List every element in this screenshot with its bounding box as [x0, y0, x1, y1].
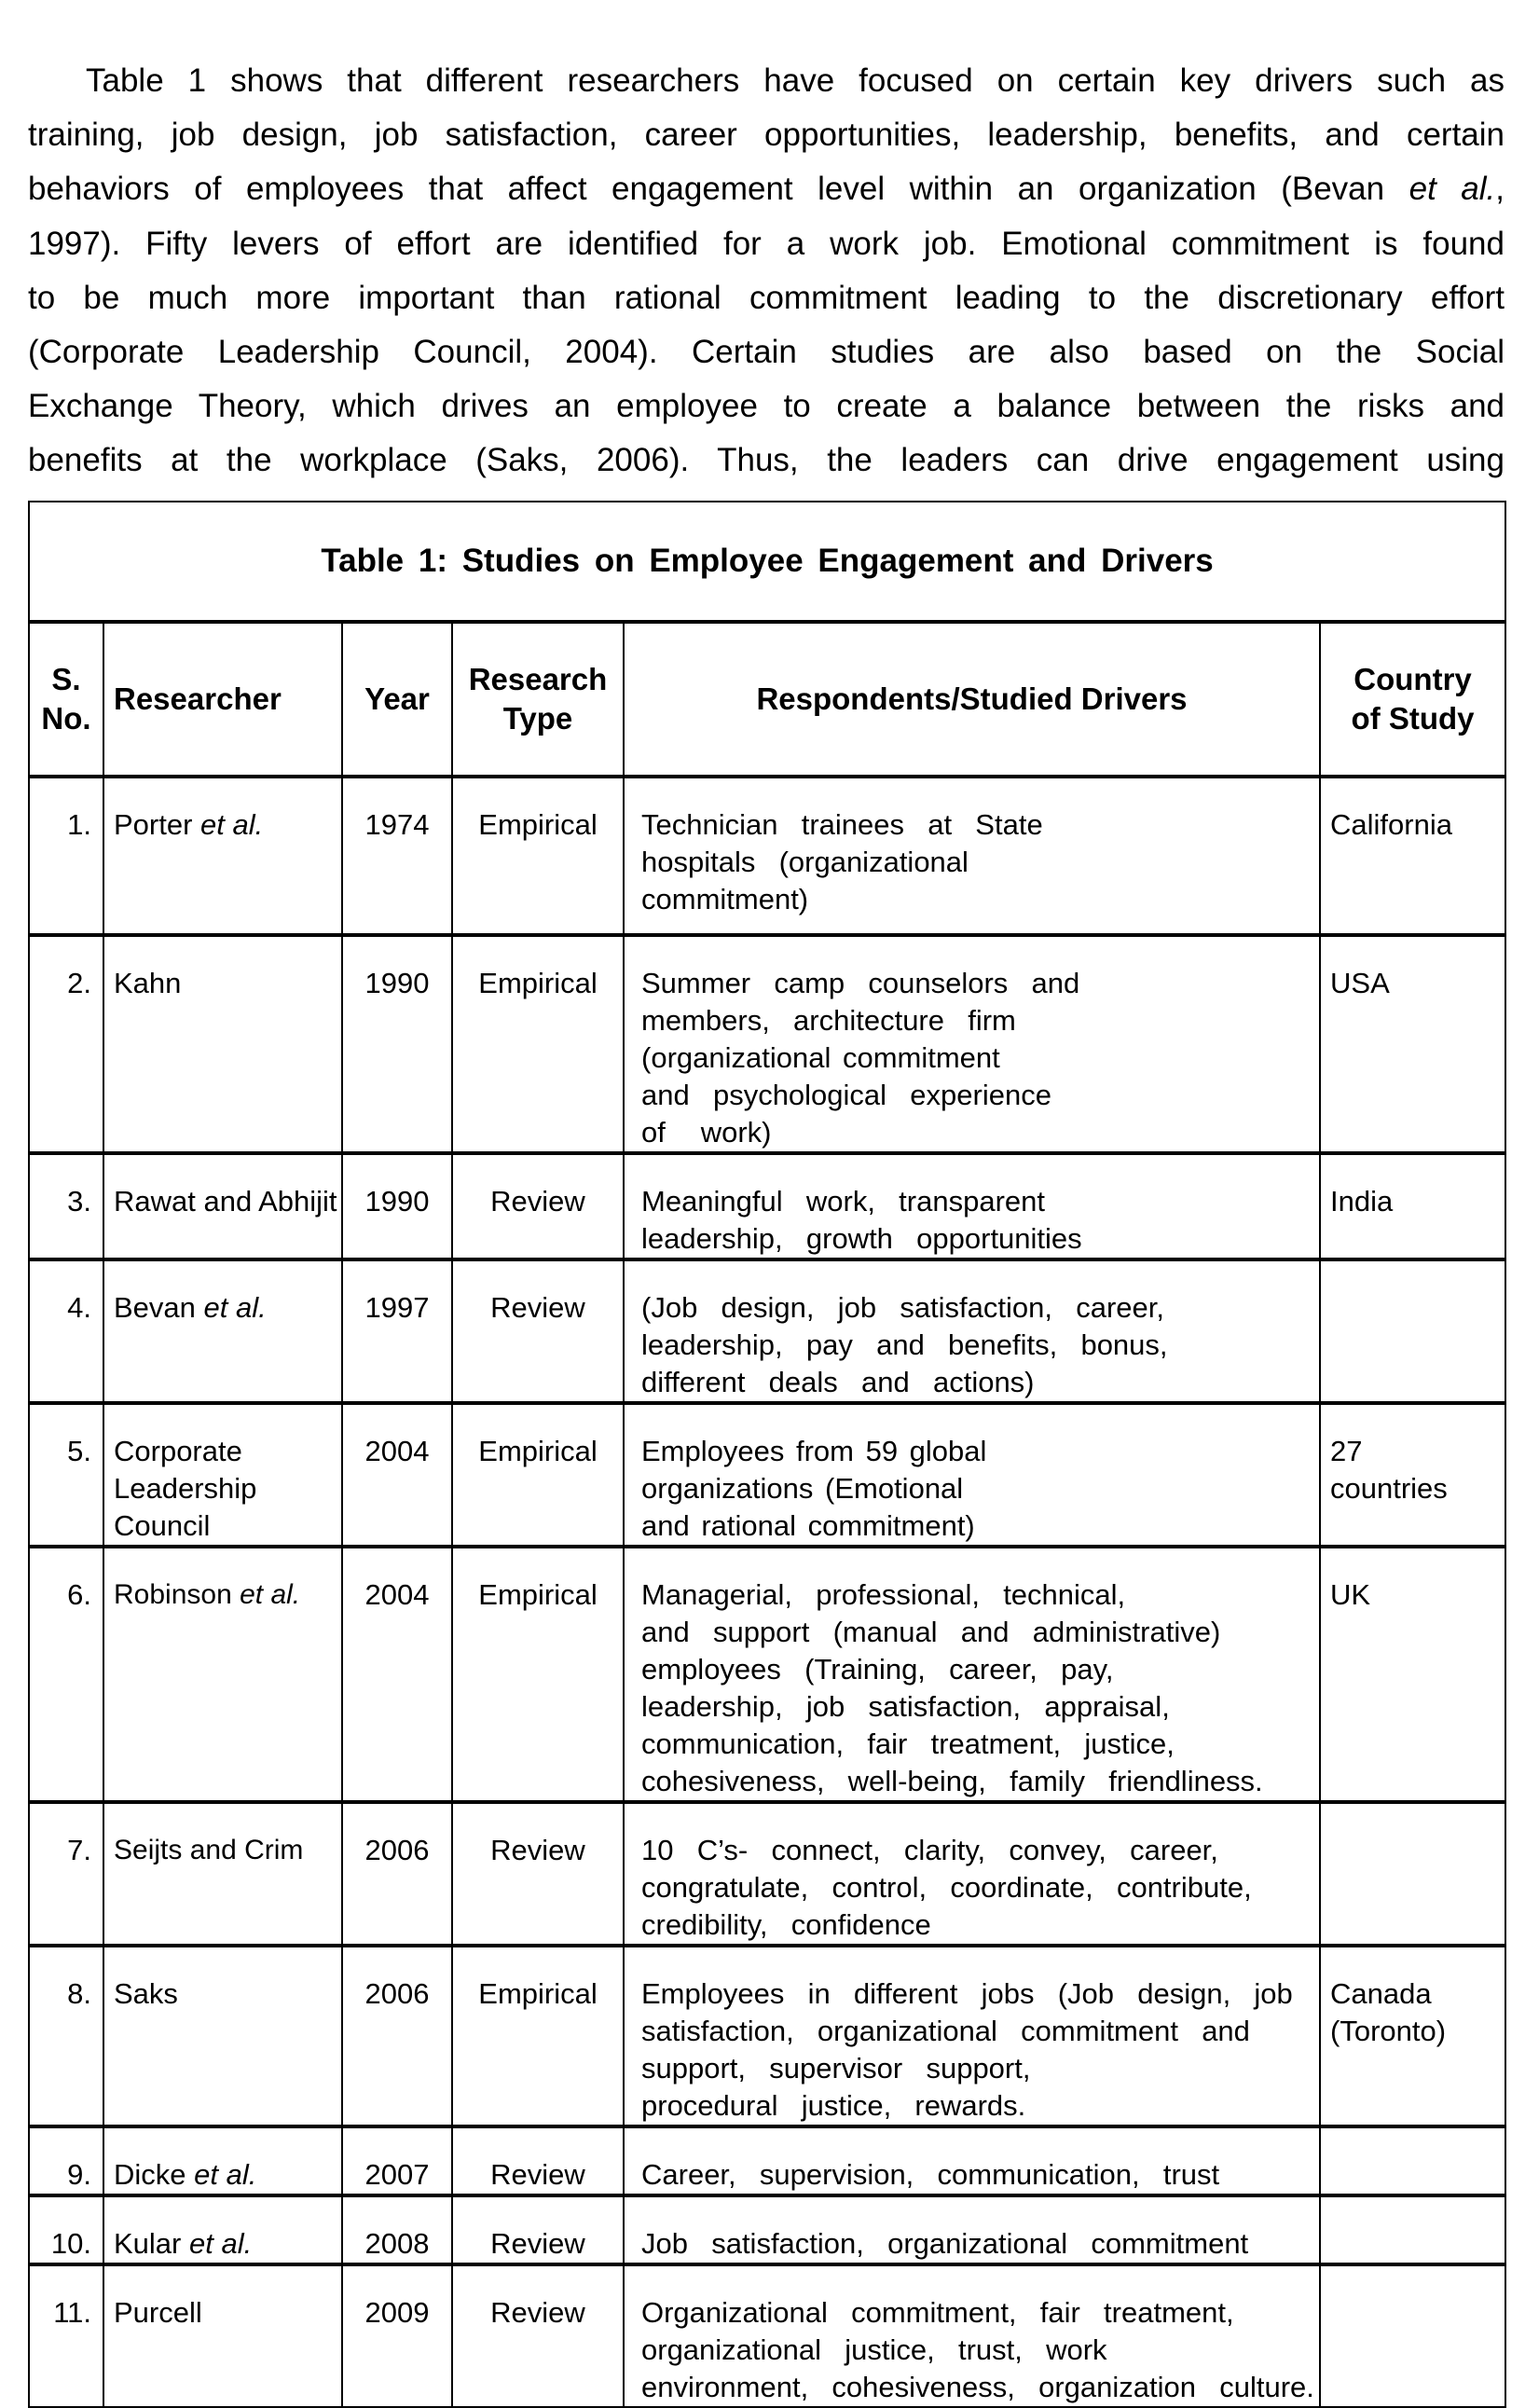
cell-country — [1320, 2126, 1505, 2195]
cell-country — [1320, 2264, 1505, 2407]
table-row — [29, 935, 1505, 1153]
header-sno — [29, 622, 103, 777]
table-row — [29, 2264, 1505, 2407]
driver-line: cohesiveness, well-being, family friendliness. — [641, 1765, 1263, 1797]
driver-line: (Job design, job satisfaction, career, — [641, 1291, 1164, 1324]
cell-researcher — [103, 2195, 342, 2264]
cell-researcher — [103, 2126, 342, 2195]
driver-line: Organizational commitment, fair treatment, — [641, 2296, 1234, 2329]
country-line: 27 — [1330, 1435, 1363, 1467]
driver-line: and psychological experience — [641, 1079, 1051, 1111]
studies-table — [28, 501, 1506, 2408]
cell-drivers — [624, 1403, 1320, 1547]
cell-drivers — [624, 1547, 1320, 1802]
cell-year: 1990 — [342, 935, 452, 1153]
researcher-name: Kahn — [114, 967, 182, 999]
researcher-etal: et al. — [188, 2227, 253, 2260]
cell-country — [1320, 1802, 1505, 1946]
cell-sno: 8. — [29, 1946, 103, 2126]
cell-drivers — [624, 935, 1320, 1153]
driver-line: leadership, pay and benefits, bonus, — [641, 1328, 1168, 1361]
driver-line: of work) — [641, 1116, 772, 1149]
cell-research-type: Review — [452, 1153, 624, 1259]
cell-country — [1320, 935, 1505, 1153]
researcher-etal: et al. — [194, 2158, 257, 2191]
country-line: (Toronto) — [1330, 2015, 1447, 2047]
cell-research-type: Review — [452, 2126, 624, 2195]
driver-line: leadership, growth opportunities — [641, 1222, 1082, 1255]
cell-researcher — [103, 1403, 342, 1547]
cell-researcher — [103, 935, 342, 1153]
driver-line: procedural justice, rewards. — [641, 2089, 1026, 2122]
driver-line: Career, supervision, communication, trust — [641, 2158, 1220, 2191]
driver-line: employees (Training, career, pay, — [641, 1653, 1114, 1686]
header-country — [1320, 622, 1505, 777]
cell-drivers — [624, 2264, 1320, 2407]
driver-line: hospitals (organizational — [641, 846, 969, 878]
cell-researcher — [103, 777, 342, 935]
cell-sno: 9. — [29, 2126, 103, 2195]
cell-sno: 4. — [29, 1259, 103, 1403]
driver-line: different deals and actions) — [641, 1366, 1035, 1398]
header-country-line: Country — [1353, 662, 1472, 696]
paragraph-line: to be much more important than rational commitment leading to the discretionary effort — [28, 279, 1505, 316]
researcher-etal: et al. — [240, 1579, 301, 1610]
cell-researcher — [103, 1802, 342, 1946]
cell-year: 2004 — [342, 1547, 452, 1802]
header-type-line: Type — [502, 701, 573, 736]
cell-research-type: Review — [452, 1259, 624, 1403]
table-row — [29, 1259, 1505, 1403]
cell-year: 1974 — [342, 777, 452, 935]
driver-line: (organizational commitment — [641, 1041, 1000, 1074]
table-row — [29, 1946, 1505, 2126]
driver-line: Employees in different jobs (Job design, job — [641, 1977, 1293, 2010]
header-sno-line: No. — [41, 701, 91, 736]
driver-line: members, architecture firm — [641, 1004, 1016, 1037]
driver-line: Employees from 59 global — [641, 1435, 987, 1467]
paragraph-line: Table 1 shows that different researchers have focused on certain key drivers such as — [86, 62, 1505, 99]
cell-year: 1997 — [342, 1259, 452, 1403]
cell-researcher — [103, 1153, 342, 1259]
researcher-name: Purcell — [114, 2296, 202, 2329]
country-line: India — [1330, 1185, 1394, 1218]
cell-country — [1320, 1153, 1505, 1259]
researcher-name: Porter — [114, 808, 201, 841]
header-drivers: Respondents/Studied Drivers — [624, 622, 1320, 777]
table-title: Table 1: Studies on Employee Engagement and Drivers — [29, 502, 1505, 622]
researcher-name: Dicke — [114, 2158, 195, 2191]
driver-line: Technician trainees at State — [641, 808, 1043, 841]
etal-italic: et al. — [1408, 171, 1496, 208]
driver-line: credibility, confidence — [641, 1908, 931, 1941]
researcher-etal: et al. — [203, 1291, 267, 1324]
driver-line: organizations (Emotional — [641, 1472, 964, 1505]
cell-year: 2004 — [342, 1403, 452, 1547]
table-row — [29, 1153, 1505, 1259]
cell-researcher — [103, 1259, 342, 1403]
researcher-name: Rawat and Abhijit — [114, 1185, 337, 1218]
cell-sno: 5. — [29, 1403, 103, 1547]
researcher-name: Robinson — [114, 1579, 240, 1610]
driver-line: Managerial, professional, technical, — [641, 1578, 1126, 1611]
country-line: UK — [1330, 1578, 1371, 1611]
header-year: Year — [342, 622, 452, 777]
cell-sno: 6. — [29, 1547, 103, 1802]
paragraph-line: benefits at the workplace (Saks, 2006). Thus, the leaders can drive engagement using — [28, 442, 1505, 479]
body-paragraph — [28, 54, 1505, 488]
cell-drivers — [624, 1946, 1320, 2126]
researcher-name: Seijts and Crim — [114, 1835, 304, 1865]
cell-country — [1320, 777, 1505, 935]
driver-line: Job satisfaction, organizational commitment — [641, 2227, 1249, 2260]
researcher-name: Corporate Leadership Council — [114, 1435, 257, 1542]
table-row — [29, 2126, 1505, 2195]
driver-line: communication, fair treatment, justice, — [641, 1727, 1175, 1760]
driver-line: environment, cohesiveness, organization culture. — [641, 2371, 1314, 2403]
country-line: California — [1330, 808, 1452, 841]
cell-year: 2006 — [342, 1946, 452, 2126]
cell-research-type: Empirical — [452, 935, 624, 1153]
driver-line: 10 C’s- connect, clarity, convey, career, — [641, 1834, 1218, 1866]
header-sno-line: S. — [51, 662, 81, 696]
researcher-name: Saks — [114, 1977, 178, 2010]
cell-drivers — [624, 777, 1320, 935]
driver-line: satisfaction, organizational commitment and — [641, 2015, 1250, 2047]
table-row — [29, 1547, 1505, 1802]
country-line: Canada — [1330, 1977, 1432, 2010]
cell-researcher — [103, 2264, 342, 2407]
cell-drivers — [624, 1259, 1320, 1403]
driver-line: commitment) — [641, 883, 809, 915]
cell-research-type: Empirical — [452, 1547, 624, 1802]
cell-researcher — [103, 1547, 342, 1802]
cell-sno: 3. — [29, 1153, 103, 1259]
paragraph-line: training, job design, job satisfaction, career opportunities, leadership, benefits, and certain — [28, 117, 1505, 154]
cell-country — [1320, 1403, 1505, 1547]
cell-research-type: Empirical — [452, 777, 624, 935]
driver-line: and rational commitment) — [641, 1509, 975, 1542]
table-row — [29, 1802, 1505, 1946]
cell-research-type: Review — [452, 2195, 624, 2264]
cell-drivers — [624, 2126, 1320, 2195]
country-line: USA — [1330, 967, 1390, 999]
cell-research-type: Review — [452, 1802, 624, 1946]
driver-line: support, supervisor support, — [641, 2052, 1031, 2085]
cell-sno: 1. — [29, 777, 103, 935]
table-row — [29, 1403, 1505, 1547]
cell-sno: 11. — [29, 2264, 103, 2407]
cell-sno: 2. — [29, 935, 103, 1153]
cell-year: 1990 — [342, 1153, 452, 1259]
header-type-line: Research — [468, 662, 608, 696]
cell-country — [1320, 1259, 1505, 1403]
paragraph-line: Exchange Theory, which drives an employee to create a balance between the risks and — [28, 388, 1505, 425]
cell-drivers — [624, 2195, 1320, 2264]
header-researcher: Researcher — [103, 622, 342, 777]
cell-country — [1320, 1946, 1505, 2126]
cell-sno: 10. — [29, 2195, 103, 2264]
cell-researcher — [103, 1946, 342, 2126]
driver-line: Meaningful work, transparent — [641, 1185, 1045, 1218]
table-header-row — [29, 622, 1505, 777]
driver-line: leadership, job satisfaction, appraisal, — [641, 1690, 1170, 1723]
driver-line: and support (manual and administrative) — [641, 1616, 1221, 1648]
paragraph-line: 1997). Fifty levers of effort are identified for a work job. Emotional commitment is found — [28, 225, 1505, 262]
cell-country — [1320, 1547, 1505, 1802]
header-country-line: of Study — [1351, 701, 1475, 736]
cell-year: 2007 — [342, 2126, 452, 2195]
paragraph-line: (Corporate Leadership Council, 2004). Certain studies are also based on the Social — [28, 333, 1505, 370]
cell-year: 2006 — [342, 1802, 452, 1946]
cell-drivers — [624, 1153, 1320, 1259]
cell-research-type: Empirical — [452, 1946, 624, 2126]
driver-line: organizational justice, trust, work — [641, 2333, 1107, 2366]
table-row — [29, 777, 1505, 935]
paragraph-line: behaviors of employees that affect engagement level within an organization (Bevan et al., — [28, 171, 1505, 208]
cell-research-type: Empirical — [452, 1403, 624, 1547]
cell-sno: 7. — [29, 1802, 103, 1946]
cell-country — [1320, 2195, 1505, 2264]
cell-year: 2008 — [342, 2195, 452, 2264]
header-type — [452, 622, 624, 777]
driver-line: Summer camp counselors and — [641, 967, 1080, 999]
cell-drivers — [624, 1802, 1320, 1946]
researcher-etal: et al. — [200, 808, 264, 841]
cell-year: 2009 — [342, 2264, 452, 2407]
researcher-name: Bevan — [114, 1291, 204, 1324]
country-line: countries — [1330, 1472, 1448, 1505]
driver-line: congratulate, control, coordinate, contribute, — [641, 1871, 1252, 1904]
table-row — [29, 2195, 1505, 2264]
researcher-name: Kular — [114, 2227, 189, 2260]
cell-research-type: Review — [452, 2264, 624, 2407]
